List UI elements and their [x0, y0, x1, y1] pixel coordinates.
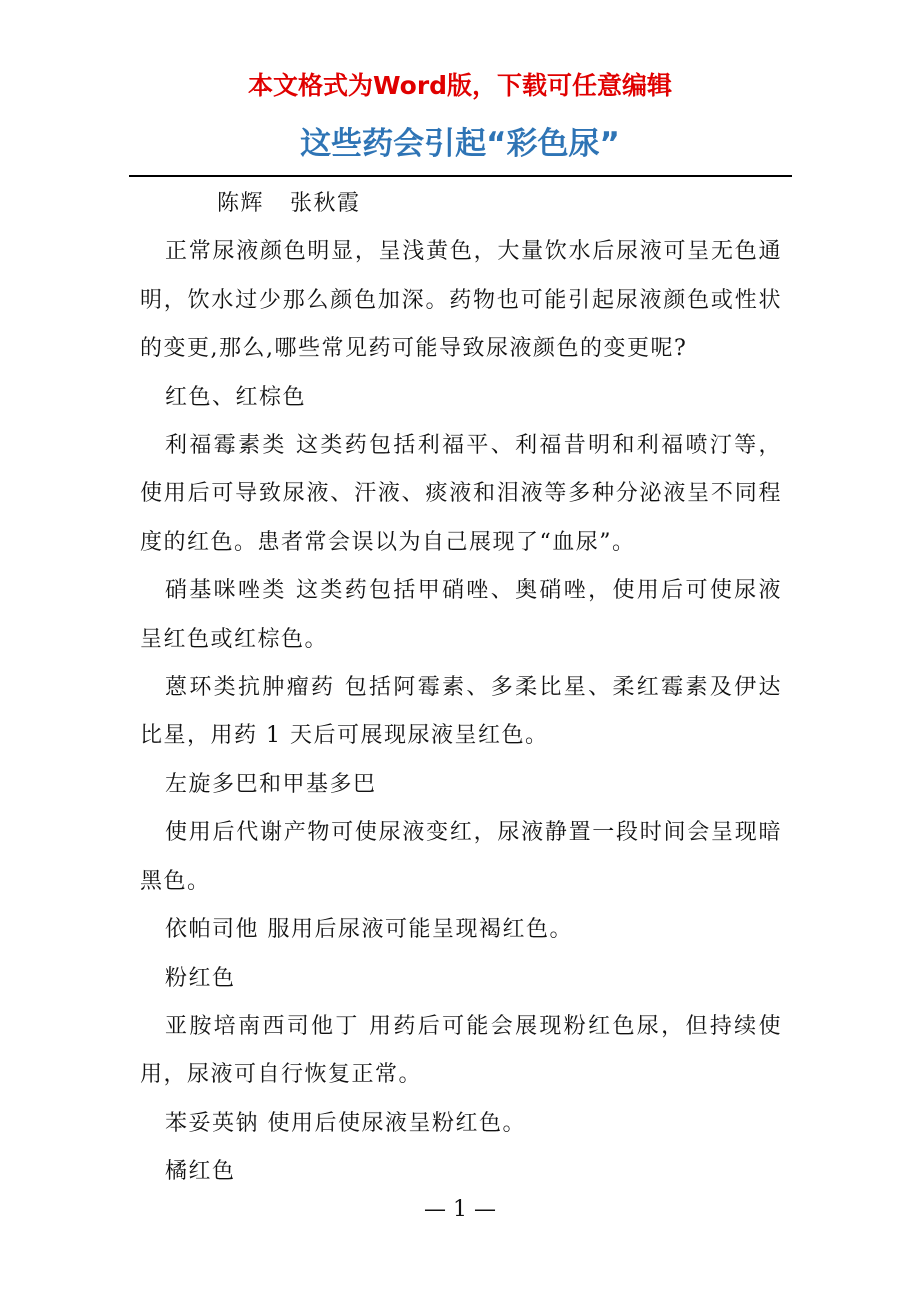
- author-name: 陈辉: [217, 191, 265, 216]
- paragraph: 亚胺培南西司他丁 用药后可能会展现粉红色尿，但持续使用，尿液可自行恢复正常。: [140, 1013, 782, 1088]
- paragraph: 苯妥英钠 使用后使尿液呈粉红色。: [165, 1110, 526, 1136]
- paragraph: 使用后代谢产物可使尿液变红，尿液静置一段时间会呈现暗黑色。: [140, 820, 782, 894]
- paragraph: 依帕司他 服用后尿液可能呈现褐红色。: [165, 917, 573, 943]
- author-line: [140, 180, 782, 228]
- format-banner: 本文格式为Word版，下载可任意编辑: [247, 71, 673, 100]
- section-heading: 粉红色: [165, 965, 236, 991]
- article-title: 这些药会引起“彩色尿”: [300, 126, 620, 162]
- author-name: 张秋霞: [290, 191, 361, 216]
- article-body: [140, 180, 782, 1197]
- paragraph: 正常尿液颜色明显，呈浅黄色，大量饮水后尿液可呈无色通明，饮水过少那么颜色加深。药物也可能引起尿液颜色或性状的变更,那么,哪些常见药可能导致尿液颜色的变更呢?: [140, 239, 782, 362]
- section-heading: 红色、红棕色: [165, 384, 307, 410]
- section-heading: 橘红色: [165, 1159, 236, 1185]
- paragraph: 蒽环类抗肿瘤药 包括阿霉素、多柔比星、柔红霉素及伊达比星，用药 1 天后可展现尿液呈红色。: [140, 675, 782, 749]
- title-divider: [129, 175, 792, 177]
- page-number: — 1 —: [424, 1197, 496, 1222]
- paragraph: 利福霉素类 这类药包括利福平、利福昔明和利福喷汀等，使用后可导致尿液、汗液、痰液和泪液等多种分泌液呈不同程度的红色。患者常会误以为自己展现了“血尿”。: [140, 433, 782, 555]
- paragraph: 左旋多巴和甲基多巴: [165, 771, 377, 797]
- paragraph: 硝基咪唑类 这类药包括甲硝唑、奥硝唑，使用后可使尿液呈红色或红棕色。: [140, 578, 782, 652]
